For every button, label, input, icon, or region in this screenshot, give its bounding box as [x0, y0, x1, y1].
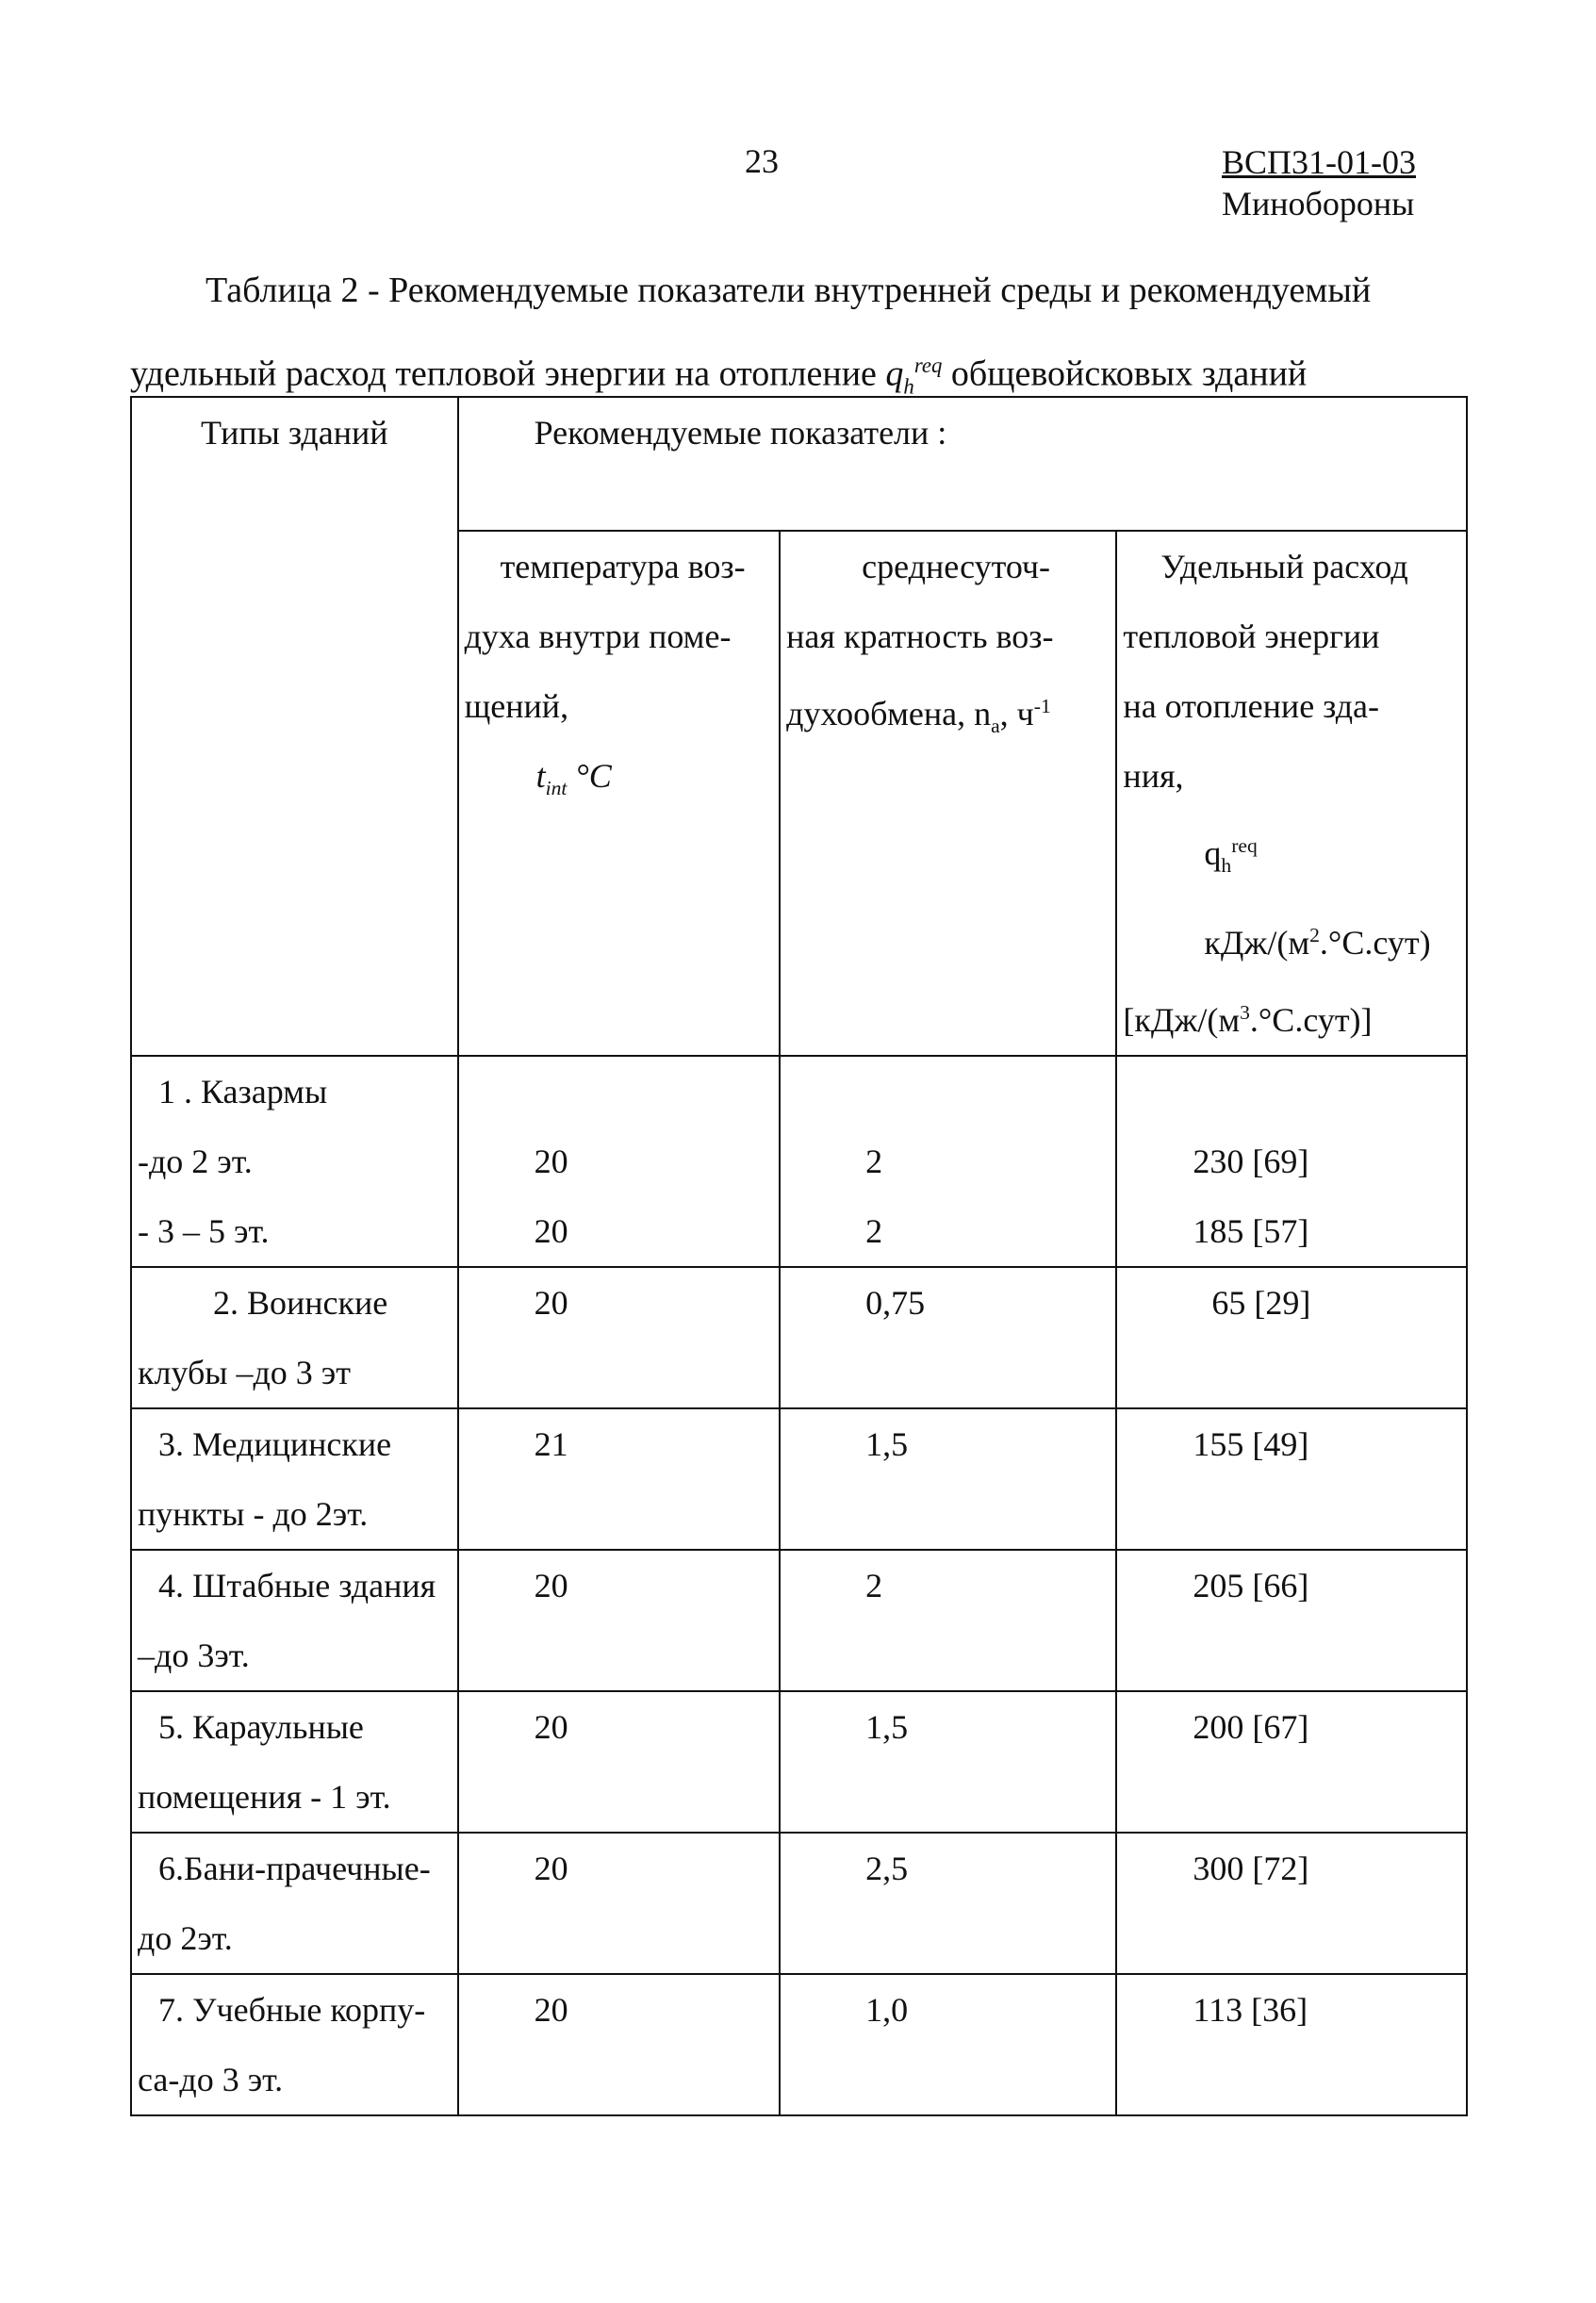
- q-symbol-sub: h: [903, 374, 914, 399]
- building-name-line: 7. Учебные корпу-: [158, 1991, 426, 2030]
- building-name-line: 5. Караульные: [158, 1708, 364, 1747]
- building-name-line: –до 3эт.: [138, 1637, 250, 1675]
- building-name-line: 6.Бани-прачечные-: [158, 1850, 431, 1888]
- unit2-a: [кДж/(м: [1123, 1001, 1241, 1040]
- header-heat-symbol: [1123, 811, 1460, 900]
- page-number: 23: [745, 142, 779, 180]
- caption-line-1: Таблица 2 - Рекомендуемые показатели внутренней среды и рекомендуемый: [206, 271, 1372, 310]
- cell-building-type: [131, 1974, 458, 2115]
- unit2-b: .°С.сут)]: [1249, 1001, 1373, 1040]
- building-name-line: пункты - до 2эт.: [138, 1495, 369, 1534]
- building-name-line: 1 . Казармы: [158, 1073, 328, 1111]
- header-heat-l4: ния,: [1123, 757, 1184, 795]
- heat-value: 185 [57]: [1193, 1212, 1309, 1251]
- air-exchange-sup: -1: [1033, 695, 1051, 717]
- heat-value: 113 [36]: [1116, 1974, 1467, 2115]
- air-exchange-text: духообмена, n: [786, 695, 992, 732]
- header-heat-l2: тепловой энергии: [1123, 617, 1380, 655]
- table-row: [131, 1691, 1467, 1833]
- table-row: [131, 1974, 1467, 2115]
- qh-symbol-sub: h: [1221, 854, 1232, 878]
- temperature-value: 20: [458, 1833, 781, 1974]
- t-symbol: t: [535, 757, 546, 795]
- cell-temperature: [458, 1056, 781, 1267]
- air-exchange-value: 0,75: [780, 1267, 1116, 1408]
- data-table: [130, 396, 1468, 2116]
- air-exchange-value: 2,5: [780, 1833, 1116, 1974]
- building-sub-label: - 3 – 5 эт.: [138, 1212, 270, 1251]
- table-row: [131, 1056, 1467, 1267]
- building-name-line: помещения - 1 эт.: [138, 1778, 391, 1817]
- unit2-sup: 3: [1240, 1001, 1250, 1025]
- cell-building-type: [131, 1550, 458, 1691]
- table-row: [131, 1550, 1467, 1691]
- caption-line-2-start: удельный расход тепловой энергии на отопление: [130, 354, 886, 394]
- q-symbol-sup: req: [913, 354, 943, 377]
- temperature-value: 20: [534, 1143, 568, 1181]
- header-heat-unit-1: [1123, 900, 1460, 978]
- heat-value: 200 [67]: [1116, 1691, 1467, 1833]
- air-exchange-value: 2: [865, 1143, 883, 1181]
- table-row: [131, 1408, 1467, 1550]
- temperature-value: 20: [458, 1691, 781, 1833]
- qh-symbol-sup: req: [1231, 834, 1258, 857]
- header-heat-l1: Удельный расход: [1160, 548, 1408, 585]
- building-name-line: до 2эт.: [138, 1919, 233, 1958]
- cell-building-type: [131, 1833, 458, 1974]
- header-heat-consumption: [1116, 531, 1467, 1056]
- air-exchange-value: 2: [780, 1550, 1116, 1691]
- table-row: [131, 1833, 1467, 1974]
- building-sub-label: -до 2 эт.: [138, 1143, 253, 1181]
- header-air-exchange-l2: ная кратность воз-: [786, 617, 1054, 655]
- building-name-line: 2. Воинские: [213, 1284, 388, 1323]
- building-name-line: 4. Штабные здания: [158, 1567, 436, 1605]
- document-organization: Минобороны: [1222, 185, 1415, 222]
- heat-value: 155 [49]: [1116, 1408, 1467, 1550]
- q-symbol: q: [885, 354, 904, 394]
- document-code: ВСП31-01-03: [1222, 143, 1416, 181]
- temperature-value: 21: [458, 1408, 781, 1550]
- header-temperature-l3: щений,: [464, 687, 569, 725]
- header-air-exchange: [780, 531, 1116, 1056]
- t-unit: °C: [567, 757, 612, 795]
- caption-line-2-end: общевойсковых зданий: [942, 354, 1308, 394]
- t-symbol-sub: int: [545, 777, 568, 800]
- air-exchange-sub: a: [991, 715, 1000, 738]
- header-air-exchange-l3: [786, 671, 1110, 761]
- cell-air-exchange: [780, 1056, 1116, 1267]
- header-temperature-l1: температура воз-: [500, 548, 746, 585]
- temperature-value: 20: [458, 1267, 781, 1408]
- air-exchange-value: 1,0: [780, 1974, 1116, 2115]
- cell-building-type: [131, 1691, 458, 1833]
- document-code-block: [1222, 141, 1416, 224]
- building-name-line: 3. Медицинские: [158, 1425, 392, 1464]
- heat-value: 205 [66]: [1116, 1550, 1467, 1691]
- header-heat-unit-2: [1123, 978, 1460, 1055]
- building-name-line: клубы –до 3 эт: [138, 1354, 351, 1392]
- header-heat-l3: на отопление зда-: [1123, 687, 1380, 725]
- header-recommended: Рекомендуемые показатели :: [458, 397, 1467, 531]
- air-exchange-unit: , ч: [999, 695, 1034, 732]
- cell-building-type: [131, 1408, 458, 1550]
- cell-heat: [1116, 1056, 1467, 1267]
- header-temperature-symbol: [465, 741, 774, 823]
- header-row: [131, 397, 1467, 531]
- cell-building-type: [131, 1056, 458, 1267]
- air-exchange-value: 2: [865, 1212, 883, 1251]
- heat-value: 300 [72]: [1116, 1833, 1467, 1974]
- building-name-line: са-до 3 эт.: [138, 2061, 284, 2099]
- air-exchange-value: 1,5: [780, 1691, 1116, 1833]
- unit1-sup: 2: [1309, 924, 1320, 947]
- qh-symbol: q: [1204, 834, 1222, 872]
- header-temperature-l2: духа внутри поме-: [464, 617, 732, 655]
- header-temperature: [458, 531, 781, 1056]
- cell-building-type: [131, 1267, 458, 1408]
- heat-value: 65 [29]: [1116, 1267, 1467, 1408]
- header-air-exchange-l1: среднесуточ-: [862, 548, 1051, 585]
- temperature-value: 20: [534, 1212, 568, 1251]
- unit1-b: .°С.сут): [1319, 924, 1431, 962]
- table-row: [131, 1267, 1467, 1408]
- temperature-value: 20: [458, 1550, 781, 1691]
- unit1-a: кДж/(м: [1204, 924, 1310, 962]
- air-exchange-value: 1,5: [780, 1408, 1116, 1550]
- heat-value: 230 [69]: [1193, 1143, 1309, 1181]
- header-building-types: Типы зданий: [131, 397, 458, 1056]
- temperature-value: 20: [458, 1974, 781, 2115]
